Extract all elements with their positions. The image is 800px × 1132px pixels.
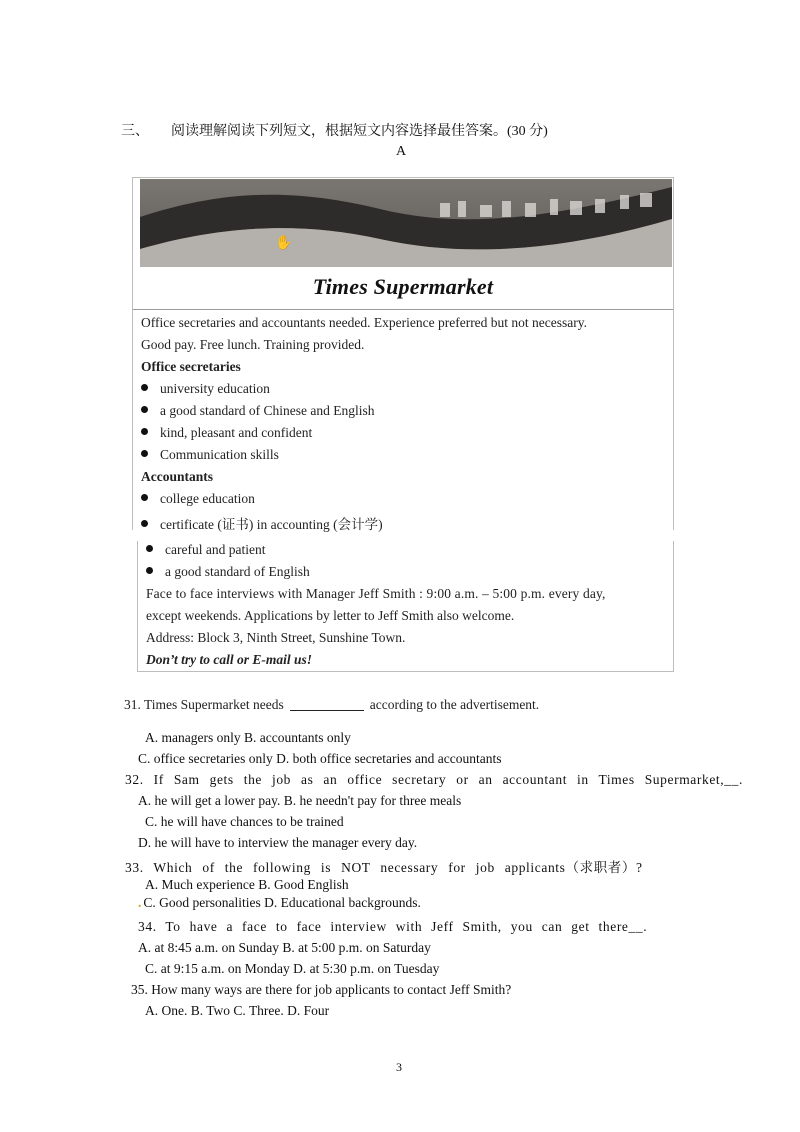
- question-35-stem: 35. How many ways are there for job applicants to contact Jeff Smith?: [131, 982, 512, 997]
- interview-line1: Face to face interviews with Manager Jeff Smith : 9:00 a.m. – 5:00 p.m. every day,: [146, 586, 606, 601]
- passage-letter: A: [396, 144, 407, 159]
- list-item: careful and patient: [146, 542, 265, 558]
- question-32-stem: 32. If Sam gets the job as an office secretary or an accountant in Times Supermarket,__.: [125, 772, 743, 787]
- bullet-icon: [141, 494, 148, 501]
- bullet-icon: [141, 428, 148, 435]
- advert-warning: Don’t try to call or E-mail us!: [146, 652, 313, 667]
- question-31-options-line1: A. managers only B. accountants only: [145, 730, 351, 745]
- list-item: certificate (证书) in accounting (会计学): [141, 513, 383, 533]
- list-item: university education: [141, 381, 270, 397]
- page-number: 3: [396, 1060, 402, 1074]
- section-instructions: 阅读理解阅读下列短文，根据短文内容选择最佳答案。(30 分): [171, 124, 548, 139]
- advert-divider: [133, 309, 673, 310]
- interview-line2: except weekends. Applications by letter to Jeff Smith also welcome.: [146, 608, 515, 623]
- question-34-options-line2: C. at 9:15 a.m. on Monday D. at 5:30 p.m. on Tuesday: [145, 961, 440, 976]
- list-item: Communication skills: [141, 447, 279, 463]
- banner-photo-icon: [140, 179, 672, 267]
- question-34-stem: 34. To have a face to face interview with Jeff Smith, you can get there__.: [138, 919, 648, 934]
- bullet-icon: [141, 520, 148, 527]
- advert-intro-line1: Office secretaries and accountants needed. Experience preferred but not necessary.: [141, 315, 588, 330]
- list-item: college education: [141, 491, 255, 507]
- section-number: 三、: [121, 124, 149, 139]
- list-item: a good standard of Chinese and English: [141, 403, 374, 419]
- question-33-options-line1: A. Much experience B. Good English: [145, 877, 349, 892]
- section-title: [121, 120, 548, 140]
- bullet-icon: [141, 384, 148, 391]
- question-35-options-line1: A. One. B. Two C. Three. D. Four: [145, 1003, 330, 1018]
- hand-cursor-icon: ✋: [275, 235, 293, 251]
- advert-intro-line2: Good pay. Free lunch. Training provided.: [141, 337, 365, 352]
- question-32-options-line2: C. he will have chances to be trained: [145, 814, 344, 829]
- supermarket-banner-image: [140, 179, 672, 267]
- question-34-options-line1: A. at 8:45 a.m. on Sunday B. at 5:00 p.m. on Saturday: [138, 940, 431, 955]
- bullet-icon: [146, 567, 153, 574]
- question-33-options-line2: . C. Good personalities D. Educational backgrounds.: [138, 895, 421, 910]
- question-31-stem: 31. Times Supermarket needs according to the advertisement.: [124, 697, 540, 712]
- advert-address: Address: Block 3, Ninth Street, Sunshine Town.: [146, 630, 406, 645]
- advert-heading: Times Supermarket: [312, 274, 494, 299]
- bullet-icon: [141, 406, 148, 413]
- question-31-options-line2: C. office secretaries only D. both office secretaries and accountants: [138, 751, 502, 766]
- bullet-icon: [146, 545, 153, 552]
- list-item: kind, pleasant and confident: [141, 425, 312, 441]
- annotation-dot-icon: .: [138, 895, 142, 910]
- question-32-options-line3: D. he will have to interview the manager every day.: [138, 835, 418, 850]
- group-title-accountants: Accountants: [141, 469, 214, 484]
- question-33-stem: 33. Which of the following is NOT necessary for job applicants（求职者）?: [125, 860, 643, 875]
- advert-box-lower: [137, 541, 674, 672]
- list-item: a good standard of English: [146, 564, 310, 580]
- answer-blank: [290, 710, 364, 711]
- question-32-options-line1: A. he will get a lower pay. B. he needn't pay for three meals: [138, 793, 462, 808]
- advert-box-upper: [132, 177, 674, 530]
- group-title-secretaries: Office secretaries: [141, 359, 241, 374]
- bullet-icon: [141, 450, 148, 457]
